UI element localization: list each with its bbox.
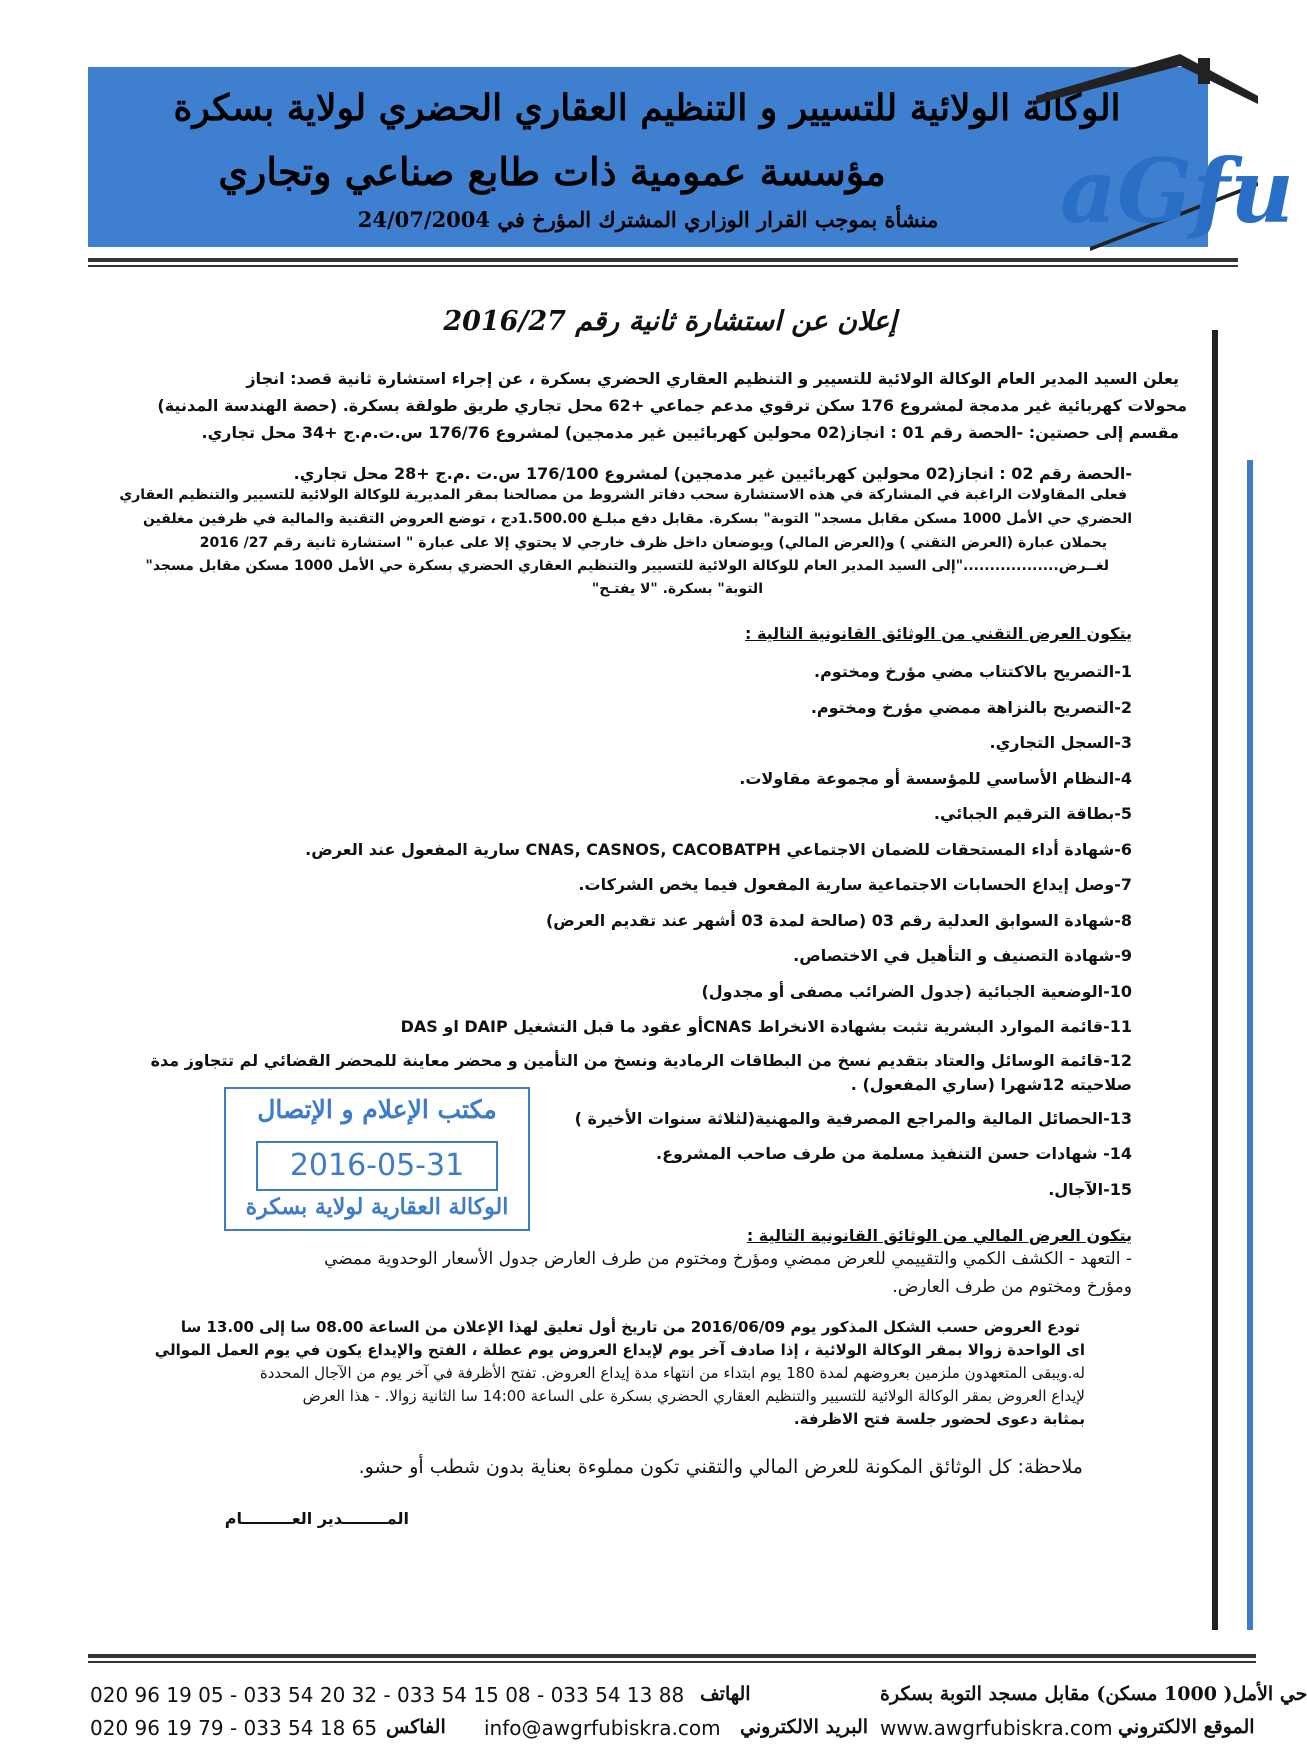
intro-line-1: يعلن السيد المدير العام الوكالة الولائية للتسيير و التنظيم العقاري الحضري بسكرة ، عن إجراء استشارة ثانية قصد: انجاز bbox=[246, 369, 1179, 388]
list-item: 5-بطاقة الترقيم الجبائي. bbox=[933, 804, 1132, 823]
list-item: 11-قائمة الموارد البشرية تثبت بشهادة الانخراط CNASأو عقود ما قبل التشغيل DAIP او DAS bbox=[400, 1017, 1132, 1036]
logo-text: aGfu bbox=[1060, 139, 1295, 243]
technical-offer-heading: يتكون العرض التقني من الوثائق القانونية التالية : bbox=[744, 624, 1132, 643]
list-item: 4-النظام الأساسي للمؤسسة أو مجموعة مقاولات. bbox=[739, 768, 1132, 788]
deposit-line-4: لإيداع العروض بمقر الوكالة الولائية للتسيير والتنظيم العقاري الحضري بسكرة على الساعة 14:00 سا الثانية زوالا. - هذا العرض bbox=[302, 1387, 1085, 1405]
agency-logo bbox=[1030, 52, 1295, 252]
stamp-date: 2016-05-31 bbox=[256, 1141, 498, 1191]
list-item: 1-التصريح بالاكتتاب مضي مؤرخ ومختوم. bbox=[813, 662, 1132, 681]
conditions-line-3: يحملان عبارة (العرض التقني ) و(العرض المالي) ويوضعان داخل ظرف خارجي لا يحتوي إلا على عبارة " استشارة ثانية رقم 27/ 2016 bbox=[199, 535, 1107, 551]
conditions-line-4: لغــرض.................."إلى السيد المدير العام للوكالة الولائية للتسيير والتنظيم العقاري الحضري بسكرة حي الأمل 1000 مسكن مقابل مسجد" bbox=[145, 558, 1109, 574]
fax-label: الفاكس bbox=[386, 1716, 446, 1738]
list-item: 7-وصل إيداع الحسابات الاجتماعية سارية المفعول فيما يخص الشركات. bbox=[578, 875, 1132, 894]
deposit-line-1: تودع العروض حسب الشكل المذكور يوم 2016/06/09 من تاريخ أول تعليق لهذا الإعلان من الساعة 08.00 سا إلى 13.00 سا bbox=[180, 1318, 1080, 1336]
conditions-line-2: الحضري حي الأمل 1000 مسكن مقابل مسجد" التوبة" بسكرة. مقابل دفع مبلـغ 1.500.00دج ، توضع العروض التقنية والمالية في ظرفين مغلقين bbox=[142, 511, 1132, 527]
list-item: 6-شهادة أداء المستحقات للضمان الاجتماعي CNAS, CASNOS, CACOBATPH سارية المفعول عند العرض. bbox=[305, 839, 1132, 859]
intro-line-3: مقسم إلى حصتين: -الحصة رقم 01 : انجاز(02 محولين كهربائيين غير مدمجين) لمشروع 176/76 س.ت.م.ج +34 محل تجاري. bbox=[201, 423, 1179, 442]
document-title: إعلان عن استشارة ثانية رقم 2016/27 bbox=[443, 306, 897, 337]
deposit-line-5: بمثابة دعوى لحضور جلسة فتح الاظرفة. bbox=[793, 1410, 1085, 1428]
deposit-line-2: اى الواحدة زوالا بمقر الوكالة الولائية ، إذا صادف آخر يوم لإيداع العروض يوم عطلة ، الفتح والإيداع يكون في يوم العمل الموالي bbox=[154, 1341, 1085, 1359]
header-rule-thin bbox=[88, 265, 1238, 267]
financial-line-2: ومؤرخ ومختوم من طرف العارض. bbox=[892, 1277, 1132, 1297]
conditions-line-5: التوبة" بسكرة. "لا يفتـح" bbox=[591, 581, 763, 597]
financial-offer-heading: يتكون العرض المالي من الوثائق القانونية التالية : bbox=[746, 1226, 1132, 1245]
fax-numbers: 020 96 19 79 - 033 54 18 65 bbox=[90, 1716, 378, 1740]
list-item: 10-الوضعية الجبائية (جدول الضرائب مصفى أو مجدول) bbox=[701, 981, 1132, 1001]
footer-rule-thin bbox=[88, 1661, 1256, 1663]
website[interactable]: www.awgrfubiskra.com bbox=[880, 1716, 1113, 1740]
address: حي الأمل( 1000 مسكن) مقابل مسجد التوبة بسكرة bbox=[880, 1683, 1307, 1705]
footer-rule bbox=[88, 1654, 1256, 1658]
note: ملاحظة: كل الوثائق المكونة للعرض المالي والتقني تكون مملوءة بعناية بدون شطب أو حشو. bbox=[358, 1456, 1083, 1478]
list-item: 14- شهادات حسن التنفيذ مسلمة من طرف صاحب المشروع. bbox=[655, 1144, 1132, 1163]
list-item: 13-الحصائل المالية والمراجع المصرفية والمهنية(لثلاثة سنوات الأخيرة ) bbox=[574, 1108, 1132, 1128]
phone-numbers: 020 96 19 05 - 033 54 20 32 - 033 54 15 08 - 033 54 13 88 bbox=[90, 1683, 685, 1707]
intro-line-2: محولات كهربائية غير مدمجة لمشروع 176 سكن ترقوي مدعم جماعي +62 محل تجاري طريق طولقة بسكرة. (حصة الهندسة المدنية) bbox=[157, 396, 1187, 415]
signature: المــــــــدير العـــــــــام bbox=[224, 1509, 409, 1528]
financial-line-1: - التعهد - الكشف الكمي والتقييمي للعرض ممضي ومؤرخ ومختوم من طرف العارض جدول الأسعار الوحدوية ممضي bbox=[324, 1249, 1132, 1269]
header-rule bbox=[88, 258, 1238, 262]
office-stamp bbox=[224, 1087, 530, 1231]
agency-decree: منشأة بموجب القرار الوزاري المشترك المؤرخ في 24/07/2004 bbox=[357, 207, 939, 232]
agency-name: الوكالة الولائية للتسيير و التنظيم العقاري الحضري لولاية بسكرة bbox=[173, 87, 1121, 129]
email-label: البريد الالكتروني bbox=[740, 1716, 869, 1738]
phone-label: الهاتف bbox=[700, 1683, 751, 1705]
margin-bar-blue bbox=[1247, 460, 1253, 1630]
conditions-line-1: فعلى المقاولات الراغبة في المشاركة في هذه الاستشارة سحب دفاتر الشروط من مصالحنا بمقر المديرية للوكالة الولائية للتسيير والتنظيم العقاري bbox=[119, 487, 1127, 503]
agency-type: مؤسسة عمومية ذات طابع صناعي وتجاري bbox=[218, 149, 886, 194]
email[interactable]: info@awgrfubiskra.com bbox=[484, 1716, 721, 1740]
list-item: 8-شهادة السوابق العدلية رقم 03 (صالحة لمدة 03 أشهر عند تقديم العرض) bbox=[545, 910, 1132, 930]
stamp-office: مكتب الإعلام و الإتصال bbox=[257, 1095, 497, 1124]
lot-2: -الحصة رقم 02 : انجاز(02 محولين كهربائيين غير مدمجين) لمشروع 176/100 س.ت .م.ج +28 محل تجاري. bbox=[293, 464, 1132, 483]
website-label: الموقع الالكتروني bbox=[1118, 1716, 1255, 1738]
list-item: 2-التصريح بالنزاهة ممضي مؤرخ ومختوم. bbox=[810, 697, 1132, 717]
list-item: 3-السجل التجاري. bbox=[989, 733, 1132, 752]
stamp-agency: الوكالة العقارية لولاية بسكرة bbox=[245, 1194, 509, 1220]
deposit-line-3: له.ويبقى المتعهدون ملزمين بعروضهم لمدة 180 يوم ابتداء من انتهاء مدة إيداع العروض. تفتح الأظرفة في آخر يوم من الآجال المحددة bbox=[259, 1364, 1085, 1382]
list-item: 12-قائمة الوسائل والعتاد بتقديم نسخ من البطاقات الرمادية ونسخ من التأمين و محضر معاينة للمحضر القضائي لم تتجاوز مدة صلاحيته 12شهرا (ساري المفعول) . bbox=[150, 1050, 1132, 1094]
list-item: 9-شهادة التصنيف و التأهيل في الاختصاص. bbox=[793, 946, 1132, 965]
house-roof-logo-icon bbox=[1030, 52, 1295, 252]
margin-bar-black bbox=[1212, 330, 1218, 1630]
list-item: 15-الآجال. bbox=[1048, 1179, 1132, 1199]
